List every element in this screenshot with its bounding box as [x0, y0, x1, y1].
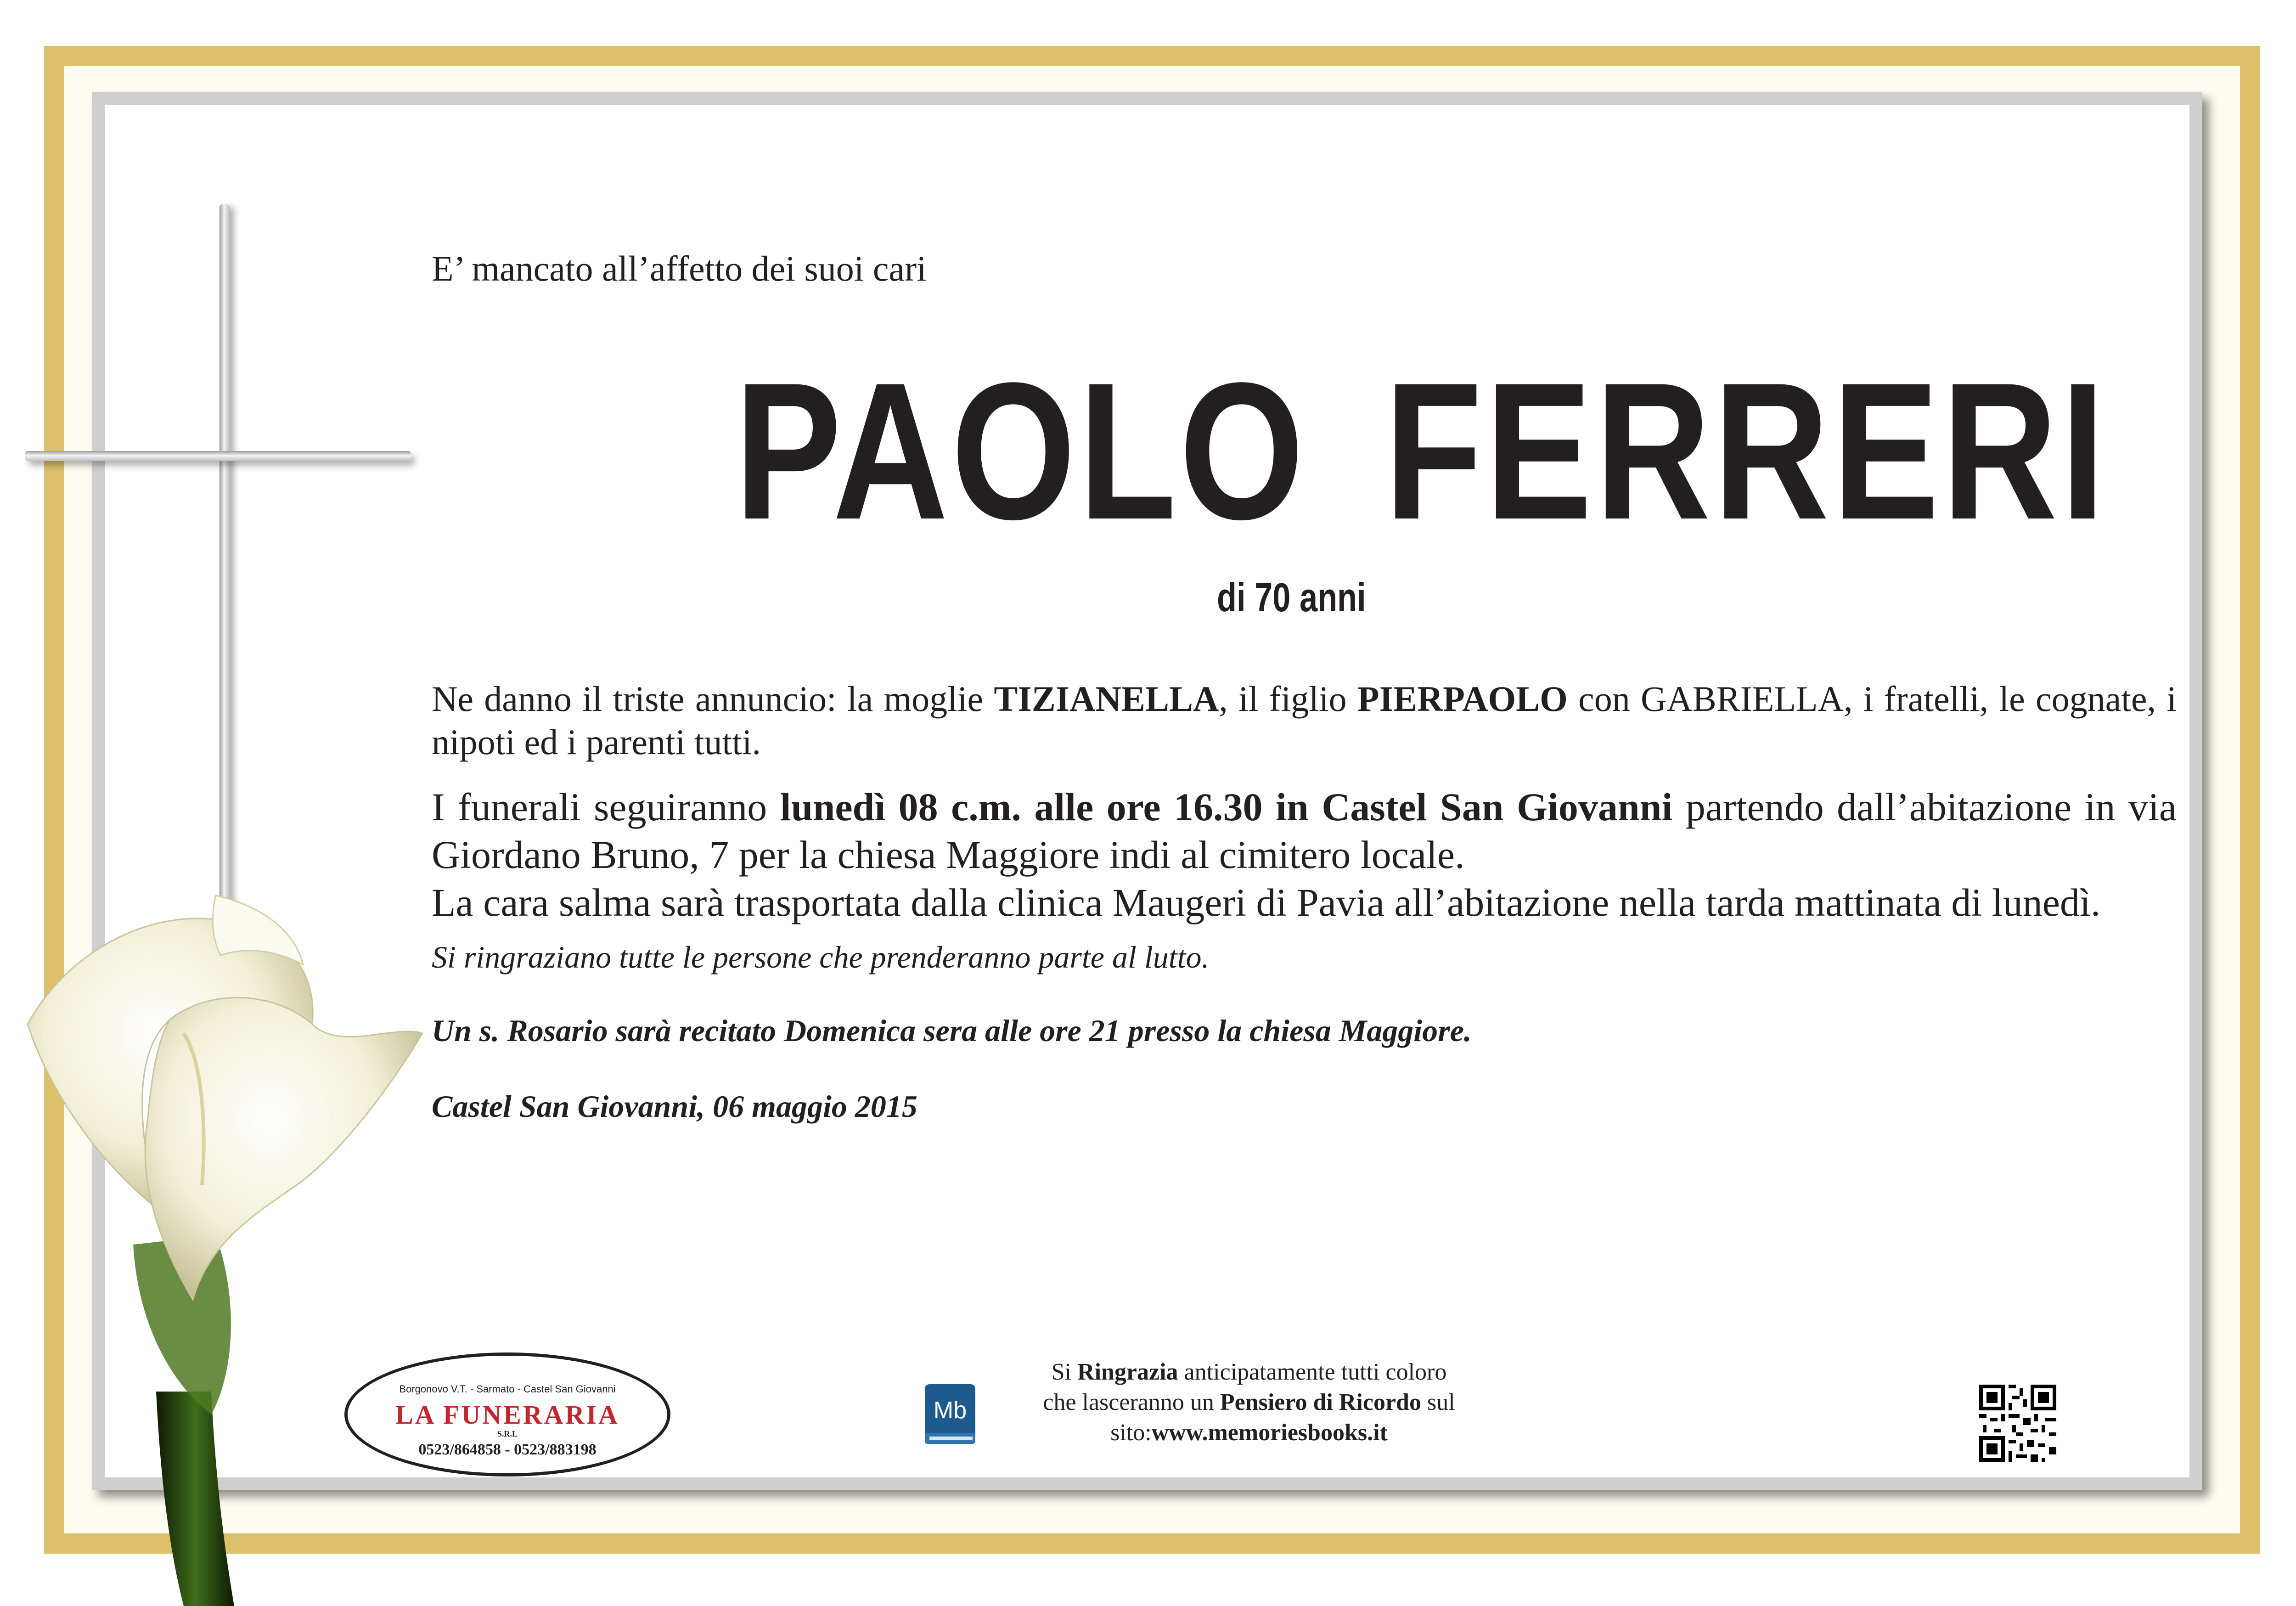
funeral-home-logo: [344, 1352, 670, 1476]
announcement-text: Ne danno il triste annuncio: la moglie: [432, 679, 994, 719]
footer-line-3: sito:www.memoriesbooks.it: [1110, 1420, 1388, 1446]
memoriesbooks-icon-label: Mb: [933, 1397, 967, 1424]
footer-line-2: che lasceranno un Pensiero di Ricordo sul: [1043, 1389, 1455, 1415]
wife-name: TIZIANELLA: [994, 679, 1219, 719]
funeral-when: lunedì 08 c.m. alle ore 16.30 in Castel San Giovanni: [780, 785, 1673, 829]
logo-locations: Borgonovo V.T. - Sarmato - Castel San Giovanni: [399, 1383, 616, 1395]
rosary-text: Un s. Rosario sarà recitato Domenica sera alle ore 21 presso la chiesa Maggiore.: [432, 1013, 1472, 1048]
memoriesbooks-footer: [996, 1357, 1502, 1448]
funeral-paragraph: [432, 783, 2177, 926]
announcement-text: , il figlio: [1219, 679, 1357, 719]
announcement-text: con GABRIELLA, i fratelli, le cognate, i nipoti ed i parenti tutti.: [432, 679, 2177, 762]
cross-horizontal-bar: [25, 451, 411, 461]
thanks-text: Si ringraziano tutte le persone che prenderanno parte al lutto.: [432, 940, 1210, 975]
deceased-name: PAOLO FERRERI: [735, 342, 2108, 560]
memoriesbooks-book-icon[interactable]: [923, 1382, 977, 1446]
intro-text: E’ mancato all’affetto dei suoi cari: [432, 248, 927, 288]
deceased-age: di 70 anni: [1217, 575, 1366, 620]
cross-vertical-bar: [219, 204, 230, 939]
footer-line-1: Si Ringrazia anticipatamente tutti coloro: [1051, 1359, 1447, 1385]
funeral-text: I funerali seguiranno: [432, 785, 780, 829]
logo-name: LA FUNERARIA: [395, 1400, 619, 1430]
logo-phones: 0523/864858 - 0523/883198: [418, 1441, 597, 1458]
announcement-paragraph: [432, 677, 2177, 764]
son-name: PIERPAOLO: [1357, 679, 1568, 719]
calla-lily-image: [18, 886, 441, 1606]
website-link[interactable]: www.memoriesbooks.it: [1151, 1420, 1388, 1446]
logo-type: S.R.L: [497, 1429, 518, 1438]
place-date: Castel San Giovanni, 06 maggio 2015: [432, 1089, 917, 1124]
funeral-text: partendo dall’abitazione in via Giordano Bruno, 7 per la chiesa Maggiore indi al cimitero locale.: [432, 785, 2177, 877]
transport-text: La cara salma sarà trasportata dalla clinica Maugeri di Pavia all’abitazione nella tarda mattinata di lunedì.: [432, 880, 2101, 924]
qr-code-icon[interactable]: [1979, 1385, 2056, 1462]
